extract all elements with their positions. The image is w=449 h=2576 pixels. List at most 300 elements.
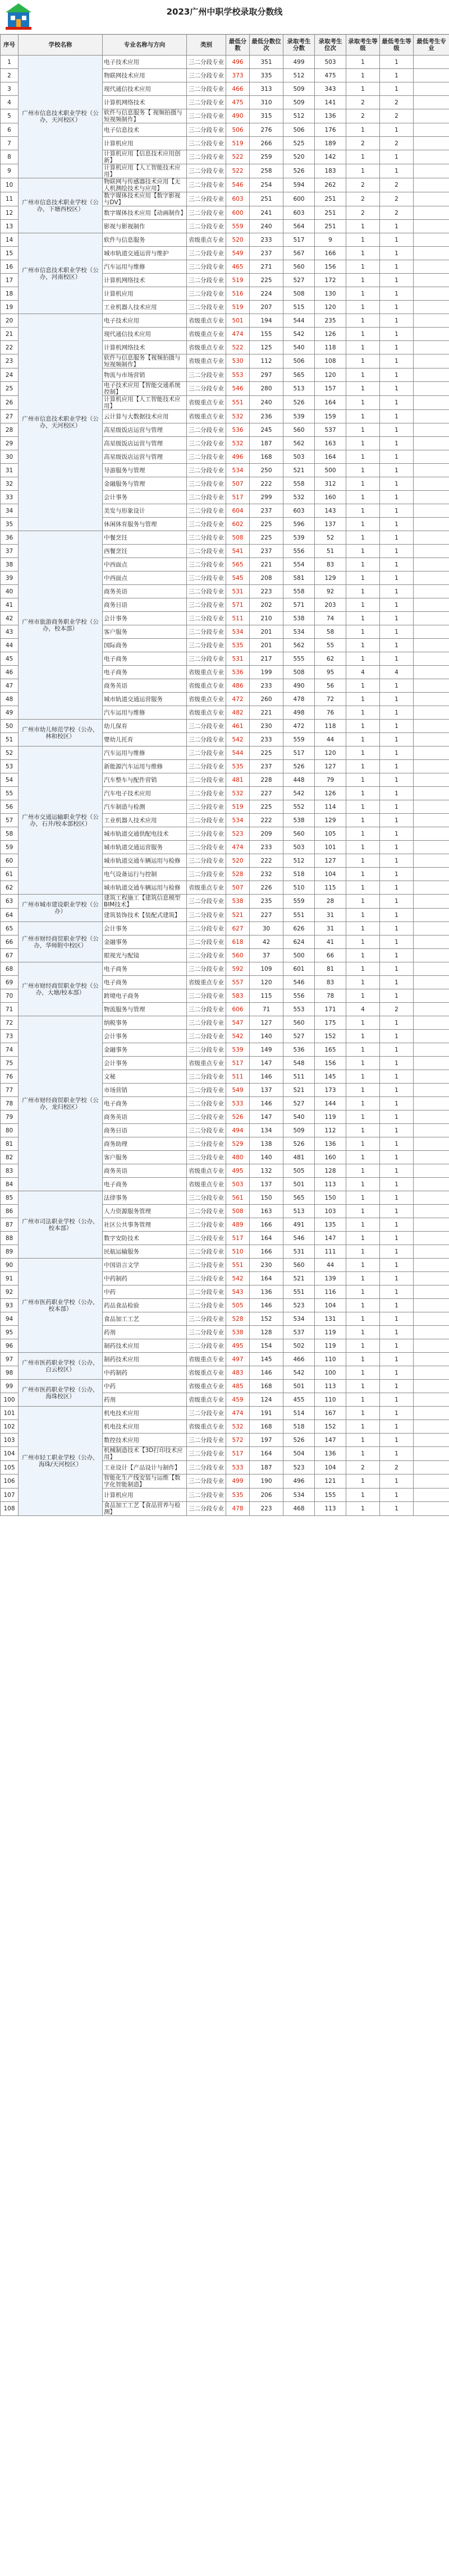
admit-rank-cell: 142 [315, 150, 346, 164]
admit-score-cell: 527 [283, 274, 315, 287]
row-index-cell: 54 [1, 773, 19, 787]
admit-level-cell: 4 [346, 1003, 380, 1016]
category-cell: 三二分段专业 [187, 450, 226, 464]
category-cell: 三二分段专业 [187, 733, 226, 746]
admit-rank-cell: 112 [315, 1124, 346, 1137]
min-score-cell: 557 [226, 976, 250, 989]
min-major-cell [414, 1016, 449, 1030]
admit-score-cell: 525 [283, 137, 315, 150]
min-level-cell: 1 [380, 787, 414, 800]
admit-level-cell: 1 [346, 504, 380, 518]
admit-score-cell: 503 [283, 841, 315, 854]
admit-level-cell: 1 [346, 82, 380, 96]
admit-rank-cell: 537 [315, 423, 346, 437]
category-cell: 三二分段专业 [187, 1043, 226, 1057]
admit-level-cell: 1 [346, 1057, 380, 1070]
admit-level-cell: 1 [346, 760, 380, 773]
category-cell: 三二分段专业 [187, 558, 226, 572]
category-cell: 三二分段专业 [187, 1218, 226, 1232]
admit-level-cell: 2 [346, 1461, 380, 1474]
admit-level-cell: 1 [346, 1380, 380, 1393]
min-rank-cell: 235 [250, 895, 283, 909]
major-name-cell: 民航运输服务 [103, 1245, 187, 1259]
min-major-cell [414, 760, 449, 773]
admit-score-cell: 567 [283, 247, 315, 260]
min-score-cell: 541 [226, 545, 250, 558]
min-rank-cell: 208 [250, 572, 283, 585]
admit-rank-cell: 113 [315, 1502, 346, 1516]
admit-level-cell: 1 [346, 437, 380, 450]
row-index-cell: 26 [1, 396, 19, 410]
min-major-cell [414, 396, 449, 410]
admit-level-cell: 1 [346, 1434, 380, 1447]
admit-rank-cell: 95 [315, 666, 346, 679]
admit-score-cell: 548 [283, 1057, 315, 1070]
min-rank-cell: 260 [250, 693, 283, 706]
category-cell: 三二分段专业 [187, 123, 226, 137]
admit-score-cell: 523 [283, 1461, 315, 1474]
admit-level-cell: 1 [346, 1366, 380, 1380]
admit-score-cell: 534 [283, 1312, 315, 1326]
min-rank-cell: 233 [250, 233, 283, 247]
admit-rank-cell: 120 [315, 746, 346, 760]
min-rank-cell: 112 [250, 354, 283, 368]
row-index-cell: 39 [1, 572, 19, 585]
column-header: 录取考生位次 [315, 35, 346, 56]
min-rank-cell: 194 [250, 314, 283, 328]
min-rank-cell: 225 [250, 746, 283, 760]
row-index-cell: 19 [1, 301, 19, 314]
min-major-cell [414, 639, 449, 652]
min-major-cell [414, 464, 449, 477]
min-major-cell [414, 895, 449, 909]
category-cell: 三二分段专业 [187, 936, 226, 949]
min-rank-cell: 140 [250, 1030, 283, 1043]
min-score-cell: 561 [226, 1191, 250, 1205]
category-cell: 三二分段专业 [187, 518, 226, 531]
category-cell: 三二分段专业 [187, 1474, 226, 1489]
table-row [1, 178, 449, 192]
category-cell: 三二分段专业 [187, 625, 226, 639]
admit-level-cell: 2 [346, 96, 380, 109]
admit-level-cell: 1 [346, 150, 380, 164]
category-cell: 省级重点专业 [187, 354, 226, 368]
row-index-cell: 32 [1, 477, 19, 491]
admit-rank-cell: 120 [315, 368, 346, 382]
category-cell: 三二分段专业 [187, 949, 226, 962]
admit-score-cell: 560 [283, 260, 315, 274]
admit-rank-cell: 127 [315, 760, 346, 773]
min-rank-cell: 225 [250, 274, 283, 287]
min-level-cell: 1 [380, 1084, 414, 1097]
min-major-cell [414, 287, 449, 301]
min-score-cell: 542 [226, 1272, 250, 1285]
category-cell: 三二分段专业 [187, 1272, 226, 1285]
admit-rank-cell: 150 [315, 1191, 346, 1205]
category-cell: 省级重点专业 [187, 1393, 226, 1407]
min-score-cell: 465 [226, 260, 250, 274]
row-index-cell: 70 [1, 989, 19, 1003]
category-cell: 三二分段专业 [187, 1285, 226, 1299]
row-index-cell: 98 [1, 1366, 19, 1380]
min-major-cell [414, 1353, 449, 1366]
min-level-cell: 1 [380, 314, 414, 328]
admit-rank-cell: 343 [315, 82, 346, 96]
min-level-cell: 1 [380, 909, 414, 922]
min-level-cell: 1 [380, 814, 414, 827]
admit-level-cell: 1 [346, 382, 380, 396]
row-index-cell: 82 [1, 1151, 19, 1164]
category-cell: 三二分段专业 [187, 1407, 226, 1420]
major-name-cell: 物流服务与管理 [103, 1003, 187, 1016]
min-major-cell [414, 625, 449, 639]
min-rank-cell: 222 [250, 477, 283, 491]
major-name-cell: 金融事务 [103, 936, 187, 949]
admit-rank-cell: 152 [315, 1030, 346, 1043]
min-major-cell [414, 1191, 449, 1205]
category-cell: 三二分段专业 [187, 1070, 226, 1084]
min-rank-cell: 223 [250, 585, 283, 598]
admit-rank-cell: 28 [315, 895, 346, 909]
admit-rank-cell: 58 [315, 625, 346, 639]
min-level-cell: 1 [380, 1339, 414, 1353]
min-level-cell: 1 [380, 773, 414, 787]
min-rank-cell: 164 [250, 1232, 283, 1245]
category-cell: 三二分段专业 [187, 504, 226, 518]
min-level-cell: 1 [380, 1299, 414, 1312]
admit-level-cell: 1 [346, 69, 380, 82]
min-major-cell [414, 247, 449, 260]
min-level-cell: 1 [380, 572, 414, 585]
admit-score-cell: 481 [283, 1151, 315, 1164]
min-major-cell [414, 1097, 449, 1110]
min-score-cell: 536 [226, 666, 250, 679]
row-index-cell: 45 [1, 652, 19, 666]
admit-score-cell: 509 [283, 96, 315, 109]
admit-level-cell: 2 [346, 206, 380, 220]
major-name-cell: 金融事务 [103, 1043, 187, 1057]
min-level-cell: 1 [380, 1043, 414, 1057]
min-level-cell: 1 [380, 585, 414, 598]
min-level-cell: 1 [380, 1259, 414, 1272]
admit-level-cell: 1 [346, 720, 380, 733]
min-rank-cell: 132 [250, 1164, 283, 1178]
min-rank-cell: 237 [250, 247, 283, 260]
min-score-cell: 373 [226, 69, 250, 82]
major-name-cell: 客户服务 [103, 625, 187, 639]
admit-rank-cell: 136 [315, 1137, 346, 1151]
row-index-cell: 89 [1, 1245, 19, 1259]
major-name-cell: 计算机网络技术 [103, 96, 187, 109]
min-rank-cell: 310 [250, 96, 283, 109]
major-name-cell: 商务助理 [103, 1137, 187, 1151]
min-rank-cell: 236 [250, 410, 283, 423]
admit-rank-cell: 119 [315, 1326, 346, 1339]
min-major-cell [414, 1420, 449, 1434]
admit-rank-cell: 156 [315, 1057, 346, 1070]
min-rank-cell: 237 [250, 760, 283, 773]
admit-level-cell: 1 [346, 733, 380, 746]
admit-score-cell: 506 [283, 123, 315, 137]
admit-score-cell: 596 [283, 518, 315, 531]
min-rank-cell: 163 [250, 1205, 283, 1218]
admit-score-cell: 540 [283, 1110, 315, 1124]
category-cell: 三二分段专业 [187, 787, 226, 800]
admit-level-cell: 1 [346, 450, 380, 464]
min-level-cell: 1 [380, 1312, 414, 1326]
admit-rank-cell: 251 [315, 192, 346, 206]
min-level-cell: 1 [380, 423, 414, 437]
admit-level-cell: 1 [346, 1030, 380, 1043]
admit-score-cell: 551 [283, 909, 315, 922]
admit-rank-cell: 114 [315, 800, 346, 814]
min-score-cell: 517 [226, 1447, 250, 1461]
row-index-cell: 102 [1, 1420, 19, 1434]
admit-rank-cell: 126 [315, 787, 346, 800]
row-index-cell: 79 [1, 1110, 19, 1124]
min-major-cell [414, 827, 449, 841]
admit-score-cell: 508 [283, 287, 315, 301]
admit-rank-cell: 135 [315, 1218, 346, 1232]
category-cell: 三二分段专业 [187, 922, 226, 936]
major-name-cell: 商务英语 [103, 1164, 187, 1178]
school-name-cell: 广州市幼儿师范学校（公办，林和校区） [19, 720, 103, 746]
min-major-cell [414, 733, 449, 746]
row-index-cell: 84 [1, 1178, 19, 1191]
min-level-cell: 1 [380, 922, 414, 936]
min-score-cell: 481 [226, 773, 250, 787]
row-index-cell: 18 [1, 287, 19, 301]
admit-level-cell: 1 [346, 1218, 380, 1232]
category-cell: 三二分段专业 [187, 192, 226, 206]
category-cell: 三二分段专业 [187, 109, 226, 123]
admit-rank-cell: 189 [315, 137, 346, 150]
major-name-cell: 计算机应用【人工智能技术应用】 [103, 164, 187, 178]
admit-rank-cell: 157 [315, 382, 346, 396]
min-level-cell: 2 [380, 96, 414, 109]
admit-level-cell: 1 [346, 706, 380, 720]
category-cell: 省级重点专业 [187, 1366, 226, 1380]
admit-rank-cell: 144 [315, 1097, 346, 1110]
min-level-cell: 1 [380, 746, 414, 760]
major-name-cell: 物联网与传感器技术应用【无人机测绘技术与应用】 [103, 178, 187, 192]
row-index-cell: 104 [1, 1447, 19, 1461]
min-rank-cell: 146 [250, 1097, 283, 1110]
row-index-cell: 14 [1, 233, 19, 247]
row-index-cell: 80 [1, 1124, 19, 1137]
min-major-cell [414, 922, 449, 936]
min-major-cell [414, 1218, 449, 1232]
min-rank-cell: 166 [250, 1218, 283, 1232]
admit-level-cell: 1 [346, 881, 380, 895]
row-index-cell: 11 [1, 192, 19, 206]
major-name-cell: 汽车运用与维修 [103, 260, 187, 274]
admit-score-cell: 505 [283, 1164, 315, 1178]
min-level-cell: 2 [380, 1461, 414, 1474]
admit-score-cell: 468 [283, 1502, 315, 1516]
admit-level-cell: 1 [346, 247, 380, 260]
admit-rank-cell: 103 [315, 1205, 346, 1218]
min-major-cell [414, 69, 449, 82]
admit-level-cell: 1 [346, 1326, 380, 1339]
category-cell: 省级重点专业 [187, 706, 226, 720]
major-name-cell: 物联网技术应用 [103, 69, 187, 82]
category-cell: 三二分段专业 [187, 82, 226, 96]
major-name-cell: 会计事务 [103, 491, 187, 504]
min-score-cell: 517 [226, 1232, 250, 1245]
category-cell: 三二分段专业 [187, 1084, 226, 1097]
min-score-cell: 508 [226, 1205, 250, 1218]
min-score-cell: 536 [226, 423, 250, 437]
category-cell: 三二分段专业 [187, 1502, 226, 1516]
min-score-cell: 534 [226, 464, 250, 477]
admit-score-cell: 559 [283, 895, 315, 909]
min-score-cell: 499 [226, 1474, 250, 1489]
min-level-cell: 1 [380, 720, 414, 733]
admit-level-cell: 1 [346, 976, 380, 989]
min-score-cell: 600 [226, 206, 250, 220]
admit-score-cell: 503 [283, 450, 315, 464]
major-name-cell: 跨境电子商务 [103, 989, 187, 1003]
min-level-cell: 1 [380, 1124, 414, 1137]
admit-rank-cell: 119 [315, 1110, 346, 1124]
min-rank-cell: 232 [250, 868, 283, 881]
category-cell: 三二分段专业 [187, 895, 226, 909]
min-major-cell [414, 164, 449, 178]
min-rank-cell: 237 [250, 545, 283, 558]
admit-level-cell: 1 [346, 410, 380, 423]
min-major-cell [414, 137, 449, 150]
row-index-cell: 15 [1, 247, 19, 260]
school-name-cell: 广州市轻工职业学校（公办，海珠/天河校区） [19, 1407, 103, 1516]
admit-rank-cell: 83 [315, 558, 346, 572]
min-rank-cell: 138 [250, 1137, 283, 1151]
row-index-cell: 7 [1, 137, 19, 150]
min-level-cell: 1 [380, 1407, 414, 1420]
min-rank-cell: 146 [250, 1366, 283, 1380]
min-level-cell: 1 [380, 1245, 414, 1259]
min-score-cell: 538 [226, 1326, 250, 1339]
admit-score-cell: 508 [283, 666, 315, 679]
min-rank-cell: 222 [250, 854, 283, 868]
min-score-cell: 459 [226, 1393, 250, 1407]
min-level-cell: 1 [380, 558, 414, 572]
major-name-cell: 药品食品检验 [103, 1299, 187, 1312]
admit-score-cell: 496 [283, 1474, 315, 1489]
min-level-cell: 1 [380, 220, 414, 233]
min-rank-cell: 149 [250, 1043, 283, 1057]
admit-rank-cell: 55 [315, 639, 346, 652]
admit-level-cell: 1 [346, 1447, 380, 1461]
admit-level-cell: 1 [346, 598, 380, 612]
admit-rank-cell: 105 [315, 827, 346, 841]
min-level-cell: 1 [380, 247, 414, 260]
min-level-cell: 2 [380, 109, 414, 123]
min-level-cell: 1 [380, 1272, 414, 1285]
admit-score-cell: 531 [283, 1245, 315, 1259]
min-rank-cell: 152 [250, 1312, 283, 1326]
admit-level-cell: 1 [346, 1124, 380, 1137]
row-index-cell: 35 [1, 518, 19, 531]
min-rank-cell: 207 [250, 301, 283, 314]
admit-rank-cell: 66 [315, 949, 346, 962]
min-major-cell [414, 1070, 449, 1084]
min-major-cell [414, 518, 449, 531]
min-major-cell [414, 612, 449, 625]
min-major-cell [414, 123, 449, 137]
min-rank-cell: 109 [250, 962, 283, 976]
admit-level-cell: 1 [346, 1178, 380, 1191]
min-rank-cell: 222 [250, 814, 283, 827]
min-major-cell [414, 881, 449, 895]
major-name-cell: 城市轨道交通运营服务 [103, 693, 187, 706]
min-score-cell: 511 [226, 1070, 250, 1084]
admit-level-cell: 1 [346, 314, 380, 328]
min-level-cell: 1 [380, 625, 414, 639]
admit-rank-cell: 72 [315, 693, 346, 706]
admit-score-cell: 512 [283, 69, 315, 82]
admit-level-cell: 2 [346, 137, 380, 150]
row-index-cell: 61 [1, 868, 19, 881]
min-rank-cell: 245 [250, 423, 283, 437]
admit-level-cell: 1 [346, 164, 380, 178]
admit-level-cell: 1 [346, 1070, 380, 1084]
major-name-cell: 会计事务 [103, 1030, 187, 1043]
admit-level-cell: 1 [346, 1502, 380, 1516]
min-score-cell: 531 [226, 585, 250, 598]
admit-rank-cell: 171 [315, 1003, 346, 1016]
min-level-cell: 1 [380, 396, 414, 410]
min-major-cell [414, 1380, 449, 1393]
min-rank-cell: 227 [250, 909, 283, 922]
row-index-cell: 99 [1, 1380, 19, 1393]
row-index-cell: 40 [1, 585, 19, 598]
admit-rank-cell: 41 [315, 936, 346, 949]
min-level-cell: 1 [380, 69, 414, 82]
min-rank-cell: 254 [250, 178, 283, 192]
admit-rank-cell: 175 [315, 1016, 346, 1030]
min-level-cell: 1 [380, 868, 414, 881]
min-score-cell: 529 [226, 1137, 250, 1151]
admit-rank-cell: 503 [315, 56, 346, 69]
category-cell: 三二分段专业 [187, 1097, 226, 1110]
admit-score-cell: 501 [283, 1380, 315, 1393]
min-score-cell: 510 [226, 1245, 250, 1259]
min-major-cell [414, 1474, 449, 1489]
admit-rank-cell: 167 [315, 1407, 346, 1420]
school-name-cell: 广州市财经商贸职业学校（公办，大塘/校本部） [19, 962, 103, 1016]
category-cell: 三二分段专业 [187, 1259, 226, 1272]
category-cell: 三二分段专业 [187, 1016, 226, 1030]
min-major-cell [414, 1272, 449, 1285]
row-index-cell: 31 [1, 464, 19, 477]
min-score-cell: 495 [226, 1164, 250, 1178]
min-level-cell: 1 [380, 733, 414, 746]
min-major-cell [414, 1366, 449, 1380]
min-major-cell [414, 706, 449, 720]
category-cell: 三二分段专业 [187, 1245, 226, 1259]
major-name-cell: 电子技术应用 [103, 56, 187, 69]
admit-level-cell: 1 [346, 354, 380, 368]
category-cell: 三二分段专业 [187, 56, 226, 69]
row-index-cell: 53 [1, 760, 19, 773]
min-score-cell: 539 [226, 1043, 250, 1057]
min-major-cell [414, 504, 449, 518]
major-name-cell: 城市轨道交通运营与维护 [103, 247, 187, 260]
category-cell: 三二分段专业 [187, 96, 226, 109]
major-name-cell: 人力资源服务管理 [103, 1205, 187, 1218]
min-level-cell: 1 [380, 382, 414, 396]
